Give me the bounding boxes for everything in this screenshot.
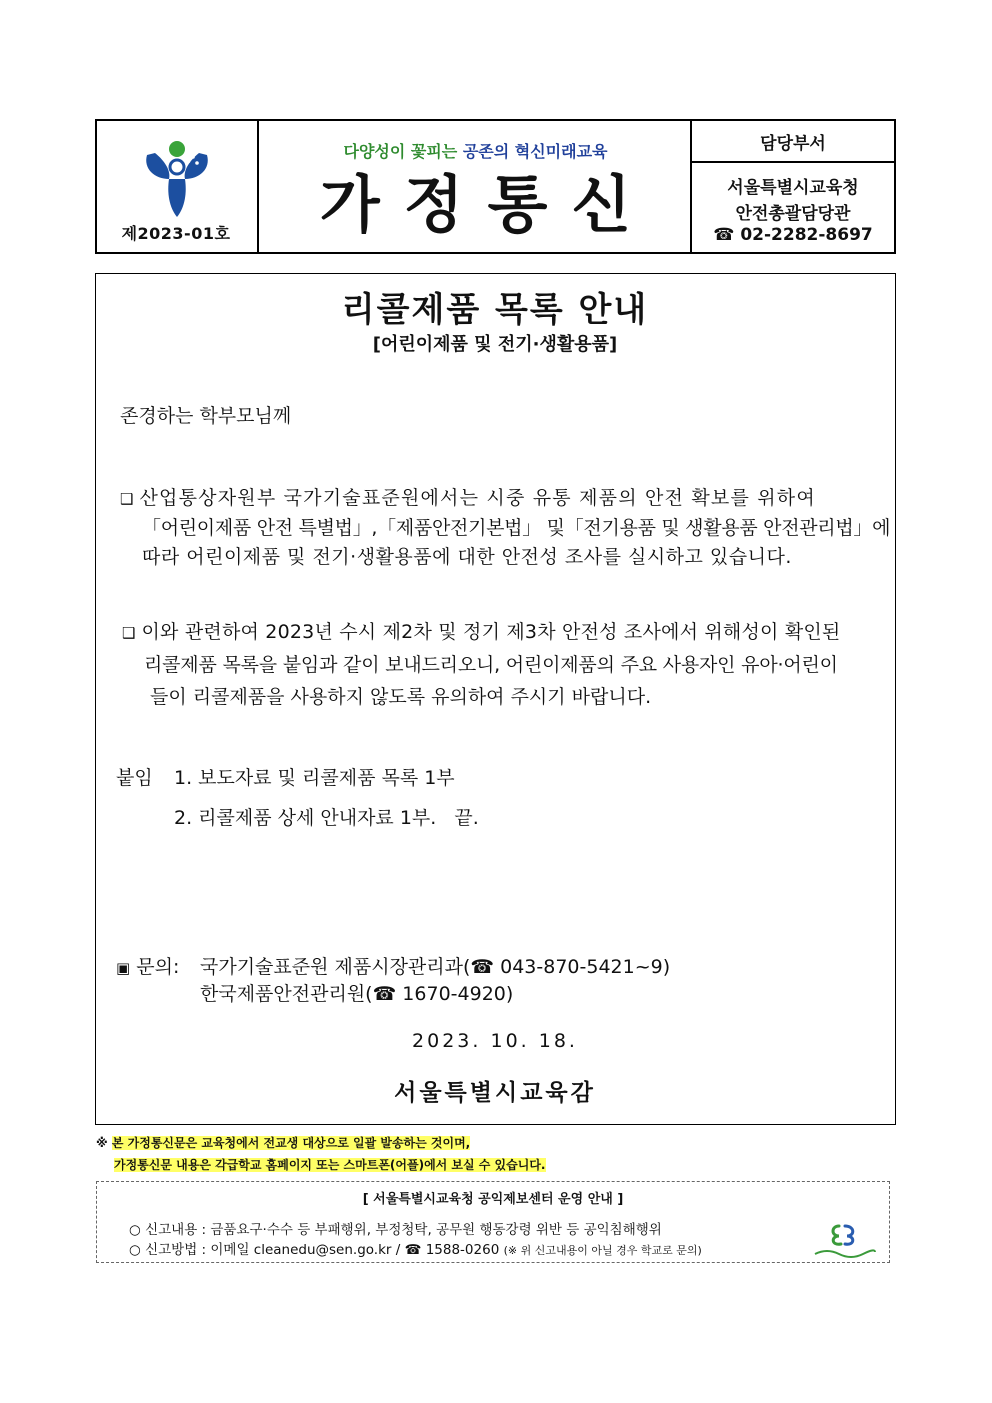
- contact-label-row: [116, 953, 179, 983]
- circle-bullet-icon: ○: [129, 1222, 141, 1238]
- circle-bullet-icon: ○: [129, 1242, 141, 1258]
- notice-mark: ※: [96, 1136, 108, 1150]
- report-method-note: (※ 위 신고내용이 아닐 경우 학교로 문의): [503, 1244, 702, 1257]
- paragraph-2-line: 리콜제품 목록을 붙임과 같이 보내드리오니, 어린이제품의 주요 사용자인 유아·어린이: [144, 654, 838, 676]
- paragraph-1-line: 「어린이제품 안전 특별법」,「제품안전기본법」 및「전기용품 및 생활용품 안전관리법」에: [142, 517, 891, 539]
- attachment-item: 1. 보도자료 및 리콜제품 목록 1부: [174, 767, 455, 789]
- notice-line-2: [114, 1156, 546, 1173]
- slogan-part1: 다양성이 꽃피는: [343, 142, 458, 161]
- report-center-box: [96, 1181, 890, 1263]
- paragraph-1-line: [120, 484, 880, 514]
- department-phone: 02-2282-8697: [740, 225, 873, 245]
- greeting: 존경하는 학부모님께: [120, 405, 292, 427]
- letterhead: [95, 119, 896, 254]
- paragraph-2-text: 이와 관련하여 2023년 수시 제2차 및 정기 제3차 안전성 조사에서 위해성이 확인된: [141, 621, 841, 643]
- contact-label: 문의:: [136, 956, 180, 978]
- department-phone-row: [692, 225, 894, 245]
- title-cell: [259, 121, 692, 252]
- department-org: 서울특별시교육청: [727, 178, 859, 198]
- paragraph-1-text: 산업통상자원부 국가기술표준원에서는 시중 유통 제품의 안전 확보를 위하여: [139, 487, 816, 509]
- paragraph-2-line: 들이 리콜제품을 사용하지 않도록 유의하여 주시기 바랍니다.: [150, 686, 652, 708]
- attachment-label: 붙임: [116, 767, 153, 789]
- document-subtitle: [어린이제품 및 전기·생활용품]: [372, 334, 618, 355]
- report-content-text: 신고내용 : 금품요구·수수 등 부패행위, 부정청탁, 공무원 행동강령 위반 등 공익침해행위: [145, 1222, 662, 1238]
- slogan: [259, 139, 692, 162]
- paragraph-2: [122, 616, 882, 713]
- notice-text: 본 가정통신문은 교육청에서 전교생 대상으로 일괄 발송하는 것이며,: [111, 1136, 471, 1150]
- issue-date: 2023. 10. 18.: [412, 1030, 578, 1052]
- report-content-line: [129, 1218, 662, 1238]
- contact-line: 한국제품안전관리원(☎ 1670-4920): [200, 983, 514, 1005]
- document-title: 리콜제품 목록 안내: [341, 290, 649, 330]
- paragraph-2-line: [122, 616, 882, 649]
- slogan-part2: 공존의 혁신미래교육: [462, 142, 608, 161]
- notice-line-1: [96, 1134, 470, 1151]
- emblem-cell: [97, 121, 259, 252]
- report-center-title: [ 서울특별시교육청 공익제보센터 운영 안내 ]: [362, 1192, 624, 1207]
- newsletter-title: 가정통신: [319, 168, 656, 241]
- phone-icon: ☎: [713, 225, 735, 245]
- letter-body: [95, 273, 896, 1125]
- report-method-text: 신고방법 : 이메일 cleanedu@sen.go.kr / ☎ 1588-0260: [145, 1242, 500, 1258]
- contact-line: 국가기술표준원 제품시장관리과(☎ 043-870-5421~9): [200, 956, 671, 978]
- square-bullet-icon: ❑: [120, 490, 134, 508]
- department-team: 안전총괄담당관: [735, 204, 851, 224]
- issue-number: 제2023-01호: [121, 224, 231, 243]
- department-label: 담당부서: [692, 121, 894, 163]
- square-bullet-icon: ❑: [122, 624, 136, 642]
- paragraph-1-line: 따라 어린이제품 및 전기·생활용품에 대한 안전성 조사를 실시하고 있습니다.: [142, 546, 792, 568]
- signature: 서울특별시교육감: [394, 1080, 596, 1106]
- paragraph-1: [120, 484, 891, 572]
- notice-text: 가정통신문 내용은 각급학교 홈페이지 또는 스마트폰(어플)에서 보실 수 있습니다.: [114, 1158, 546, 1172]
- contact-square-icon: ▣: [116, 959, 131, 977]
- seoul-education-emblem-icon: [141, 139, 213, 219]
- clean-education-logo-icon: [809, 1222, 879, 1260]
- attachment-item: 2. 리콜제품 상세 안내자료 1부. 끝.: [174, 807, 479, 829]
- report-method-line: [129, 1238, 702, 1258]
- department-cell: [692, 121, 894, 252]
